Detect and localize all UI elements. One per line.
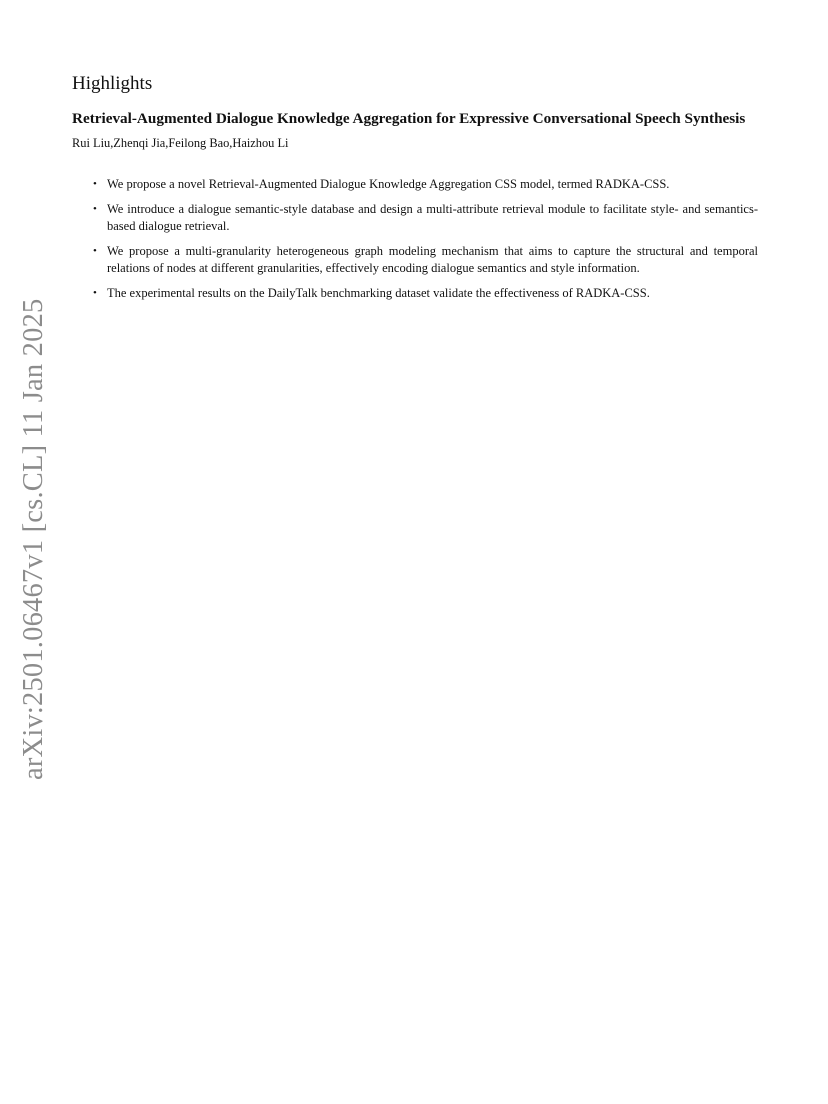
bullet-icon: • xyxy=(93,245,97,257)
author-list: Rui Liu,Zhenqi Jia,Feilong Bao,Haizhou Li xyxy=(72,136,289,150)
highlight-item xyxy=(72,243,758,277)
highlight-item xyxy=(72,285,758,302)
bullet-icon: • xyxy=(93,203,97,215)
highlight-item xyxy=(72,176,758,193)
highlight-text: We introduce a dialogue semantic-style database and design a multi-attribute retrieval module to facilitate style- and semantics-based dialogue retrieval. xyxy=(107,202,758,233)
highlight-text: We propose a multi-granularity heterogeneous graph modeling mechanism that aims to capture the structural and temporal relations of nodes at different granularities, effectively encoding dialogue semantics and style information. xyxy=(107,244,758,275)
page-content xyxy=(72,72,758,310)
paper-title: Retrieval-Augmented Dialogue Knowledge Aggregation for Expressive Conversational Speech Synthesis xyxy=(72,110,746,127)
section-heading: Highlights xyxy=(72,73,153,94)
arxiv-identifier: arXiv:2501.06467v1 [cs.CL] 11 Jan 2025 xyxy=(18,298,49,780)
highlight-text: We propose a novel Retrieval-Augmented Dialogue Knowledge Aggregation CSS model, termed RADKA-CSS. xyxy=(107,177,670,191)
highlights-list xyxy=(72,176,758,302)
bullet-icon: • xyxy=(93,287,97,299)
bullet-icon: • xyxy=(93,178,97,190)
highlight-text: The experimental results on the DailyTalk benchmarking dataset validate the effectiveness of RADKA-CSS. xyxy=(107,286,650,300)
highlight-item xyxy=(72,201,758,235)
